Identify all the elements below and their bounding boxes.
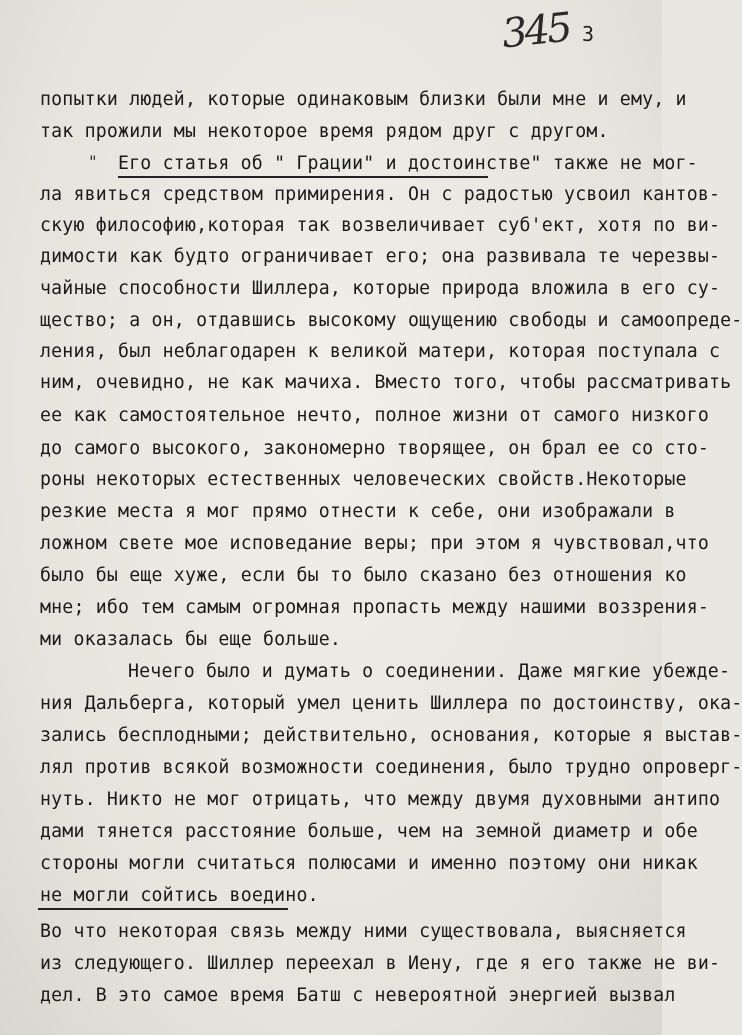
text-line: лял против всякой возможности соединения, было трудно опроверг- bbox=[40, 757, 742, 778]
text-line: до самого высокого, закономерно творящее, он брал ее со сто- bbox=[40, 438, 709, 459]
text-line: Во что некоторая связь между ними существовала, выясняется bbox=[40, 921, 687, 942]
text-line: так прожили мы некоторое время рядом друг с другом. bbox=[40, 121, 609, 142]
text-line: из следующего. Шиллер переехал в Иену, где я его также не ви- bbox=[40, 953, 721, 974]
handwritten-page-number: 345 bbox=[499, 4, 572, 58]
text-line: скую философию,которая так возвеличивает суб'ект, хотя по ви- bbox=[40, 215, 721, 236]
text-line: было бы еще хуже, если бы то было сказано без отношения ко bbox=[40, 565, 687, 586]
text-line: дами тянется расстояние больше, чем на земной диаметр и обе bbox=[40, 821, 698, 842]
text-line: нуть. Никто не мог отрицать, что между двумя духовными антипо bbox=[40, 789, 721, 810]
margin-mark: " bbox=[88, 152, 98, 171]
text-line: ним, очевидно, не как мачиха. Вместо того, чтобы рассматривать bbox=[40, 372, 732, 393]
text-line: ния Дальберга, который умел ценить Шиллера по достоинству, ока- bbox=[40, 693, 742, 714]
text-line: ления, был неблагодарен к великой матери, которая поступала с bbox=[40, 341, 721, 362]
text-line: Его статья об " Грации" и достоинстве" также не мог- bbox=[118, 153, 698, 174]
text-line: резкие места я мог прямо отнести к себе, они изображали в bbox=[40, 501, 676, 522]
text-line: димости как будто ограничивает его; она развивала те черезвы- bbox=[40, 246, 721, 267]
text-line: дел. В это самое время Батш с невероятной энергией вызвал bbox=[40, 985, 676, 1006]
text-line: попытки людей, которые одинаковым близки были мне и ему, и bbox=[40, 89, 687, 110]
text-line: ее как самостоятельное нечто, полное жизни от самого низкого bbox=[40, 405, 709, 426]
text-line: стороны могли считаться полюсами и именно поэтому они никак bbox=[40, 853, 698, 874]
handwritten-underline bbox=[38, 908, 288, 910]
text-line: мне; ибо тем самым огромная пропасть между нашими воззрения- bbox=[40, 597, 709, 618]
text-line: зались бесплодными; действительно, основания, которые я выстав- bbox=[40, 725, 742, 746]
text-line: ла явиться средством примирения. Он с радостью усвоил кантов- bbox=[40, 184, 721, 205]
handwritten-underline bbox=[118, 176, 488, 178]
text-line: Нечего было и думать о соединении. Даже мягкие убежде- bbox=[128, 661, 731, 682]
text-line: чайные способности Шиллера, которые природа вложила в его су- bbox=[40, 278, 721, 299]
page-number: 3 bbox=[582, 22, 595, 46]
text-line: ложном свете мое исповедание веры; при этом я чувствовал,что bbox=[40, 533, 709, 554]
text-line: роны некоторых естественных человеческих свойств.Некоторые bbox=[40, 469, 687, 490]
text-line: ми оказалась бы еще больше. bbox=[40, 629, 342, 650]
text-line: щество; а он, отдавшись высокому ощущению свободы и самоопреде- bbox=[40, 310, 742, 331]
text-line: не могли сойтись воедино. bbox=[40, 885, 319, 906]
